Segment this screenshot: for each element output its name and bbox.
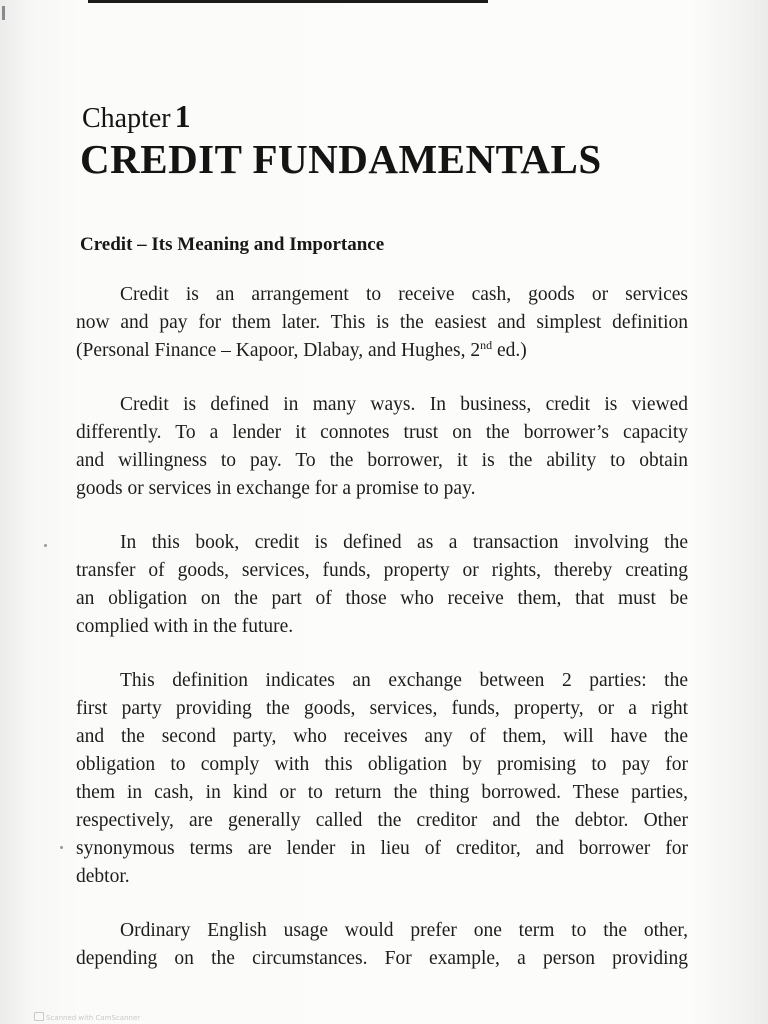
paragraph [76,391,688,503]
paragraph-line: first party providing the goods, services, funds, property, or a right [76,698,688,719]
paragraph [76,529,688,641]
paragraph-line: an obligation on the part of those who receive them, that must be [76,588,688,609]
chapter-word: Chapter [82,103,171,134]
paragraph-line: Ordinary English usage would prefer one term to the other, [120,920,688,941]
paragraph-line: synonymous terms are lender in lieu of creditor, and borrower for [76,838,688,859]
citation-text-end: ed.) [492,340,527,361]
chapter-title: CREDIT FUNDAMENTALS [80,136,602,182]
paragraph-line: transfer of goods, services, funds, property or rights, thereby creating [76,560,688,581]
chapter-number: 1 [174,98,191,134]
paragraph-line: depending on the circumstances. For example, a person providing [76,948,688,969]
paragraph [76,917,688,973]
paragraph-line: respectively, are generally called the creditor and the debtor. Other [76,810,688,831]
citation-text: (Personal Finance – Kapoor, Dlabay, and Hughes, 2 [76,340,481,361]
paragraph [76,281,688,365]
paragraph-line: complied with in the future. [76,616,294,637]
ordinal-suffix: nd [480,338,493,352]
camscanner-logo-icon [34,1012,44,1021]
scanner-watermark [34,1012,140,1023]
edge-mark [2,6,5,20]
paragraph-line: In this book, credit is defined as a transaction involving the [120,532,688,553]
paragraph-line: goods or services in exchange for a promise to pay. [76,478,476,499]
speck [60,846,63,849]
page-content [76,100,688,973]
paragraph-line: debtor. [76,866,130,887]
watermark-text: Scanned with CamScanner [46,1014,141,1022]
section-heading: Credit – Its Meaning and Importance [80,234,385,255]
paragraph-line: and willingness to pay. To the borrower, it is the ability to obtain [76,450,688,471]
chapter-label [82,100,688,135]
paragraph-line: and the second party, who receives any of them, will have the [76,726,688,747]
top-rule [88,0,488,3]
paragraph-line [76,337,688,365]
paragraph-line: obligation to comply with this obligation by promising to pay for [76,754,688,775]
speck [44,544,47,547]
paragraph-line: This definition indicates an exchange between 2 parties: the [120,670,688,691]
paragraph-line: Credit is defined in many ways. In business, credit is viewed [120,394,688,415]
paragraph-line: differently. To a lender it connotes trust on the borrower’s capacity [76,422,688,443]
paragraph-line: now and pay for them later. This is the easiest and simplest definition [76,312,688,333]
paragraph [76,667,688,891]
paragraph-line: them in cash, in kind or to return the thing borrowed. These parties, [76,782,688,803]
paragraph-line: Credit is an arrangement to receive cash, goods or services [120,284,688,305]
